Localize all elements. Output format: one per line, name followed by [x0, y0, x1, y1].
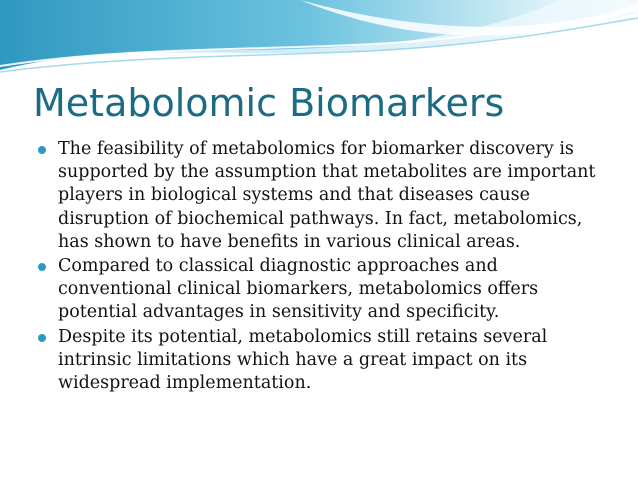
- bullet-item: [36, 255, 596, 325]
- bullet-item: [36, 138, 596, 254]
- bullet-text: The feasibility of metabolomics for biomarker discovery is supported by the assumption that metabolites are important players in biological systems and that diseases cause disruption of biochemical pathways. In fact, metabolomics, has shown to have benefits in various clinical areas.: [58, 139, 596, 252]
- bullet-dot-icon: [38, 146, 46, 154]
- bullet-dot-icon: [38, 334, 46, 342]
- bullet-dot-icon: [38, 263, 46, 271]
- bullet-list: [36, 138, 596, 396]
- header-wave-decoration: [0, 0, 638, 80]
- bullet-item: [36, 326, 596, 396]
- bullet-text: Despite its potential, metabolomics still retains several intrinsic limitations which have a great impact on its widespread implementation.: [58, 326, 548, 394]
- slide-title: Metabolomic Biomarkers: [33, 81, 505, 125]
- bullet-text: Compared to classical diagnostic approaches and conventional clinical biomarkers, metabolomics offers potential advantages in sensitivity and specificity.: [58, 256, 539, 323]
